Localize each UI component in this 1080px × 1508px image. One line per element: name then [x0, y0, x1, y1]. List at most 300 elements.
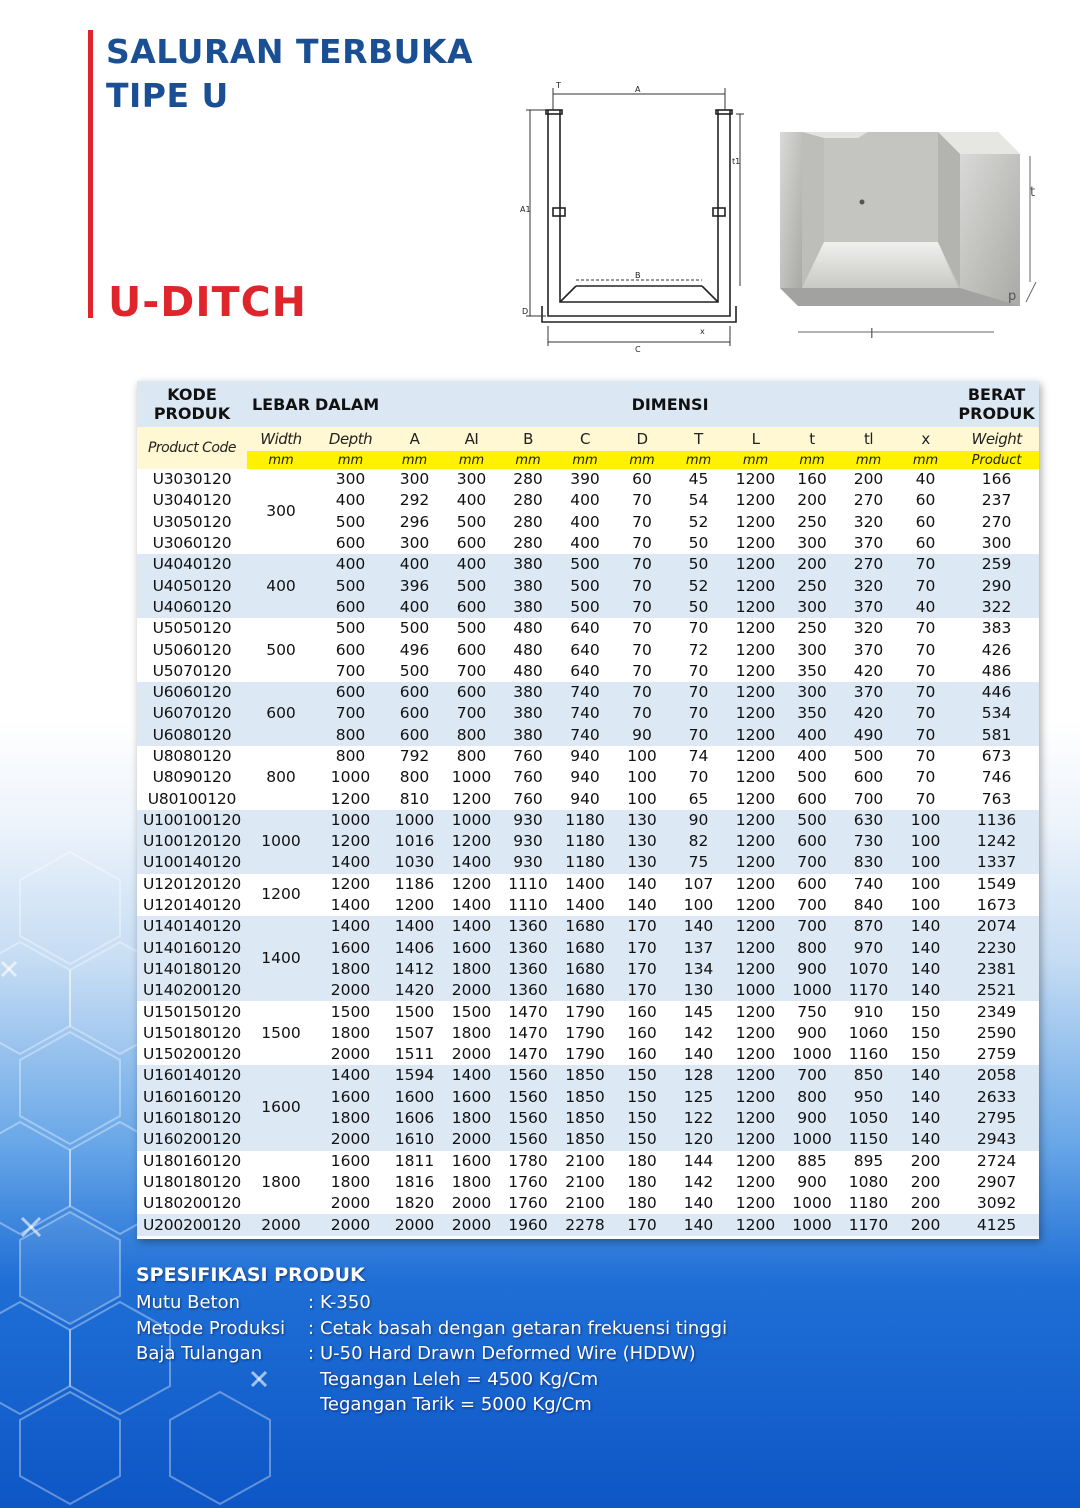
cell-dim-c: 390 — [556, 469, 614, 490]
spec-row-baja-tulangan — [136, 1343, 696, 1369]
cell-dim-b: 760 — [500, 767, 556, 788]
cell-dim-a: 800 — [386, 767, 443, 788]
cell-depth: 1600 — [315, 938, 386, 959]
cell-dim-t-upper: 65 — [670, 788, 727, 809]
cell-dim-a: 396 — [386, 575, 443, 596]
cell-dim-a: 792 — [386, 746, 443, 767]
cell-dim-t: 200 — [784, 490, 840, 511]
cell-weight: 763 — [954, 788, 1039, 809]
cell-dim-t-upper: 70 — [670, 767, 727, 788]
cell-dim-a: 1400 — [386, 916, 443, 937]
cell-dim-a1: 1800 — [443, 959, 500, 980]
cell-width: 1400 — [247, 916, 315, 1001]
table-row — [137, 874, 1039, 895]
cell-weight: 1136 — [954, 810, 1039, 831]
cell-dim-d: 180 — [614, 1151, 670, 1172]
cell-product-code: U6070120 — [137, 703, 247, 724]
cell-dim-t: 800 — [784, 938, 840, 959]
unit-tl: mm — [840, 451, 897, 469]
cell-dim-b: 1470 — [500, 1044, 556, 1065]
cell-dim-a1: 1200 — [443, 874, 500, 895]
cell-dim-x: 150 — [897, 1023, 954, 1044]
cell-dim-l: 1200 — [727, 597, 784, 618]
title-line-2: TIPE U — [106, 76, 229, 115]
cell-dim-t: 700 — [784, 916, 840, 937]
cell-dim-b: 380 — [500, 703, 556, 724]
cell-dim-tl: 320 — [840, 575, 897, 596]
cell-dim-t: 500 — [784, 810, 840, 831]
cell-dim-t-upper: 142 — [670, 1023, 727, 1044]
cell-dim-t-upper: 140 — [670, 1193, 727, 1214]
cell-dim-d: 100 — [614, 746, 670, 767]
cell-dim-b: 280 — [500, 512, 556, 533]
cell-dim-b: 280 — [500, 490, 556, 511]
cell-depth: 1400 — [315, 916, 386, 937]
cell-dim-c: 400 — [556, 490, 614, 511]
cell-dim-l: 1200 — [727, 788, 784, 809]
cell-dim-c: 740 — [556, 682, 614, 703]
cell-dim-a: 400 — [386, 554, 443, 575]
cell-depth: 800 — [315, 746, 386, 767]
cell-dim-t: 600 — [784, 788, 840, 809]
cell-dim-a1: 1000 — [443, 810, 500, 831]
cell-dim-b: 480 — [500, 639, 556, 660]
cell-weight: 2633 — [954, 1087, 1039, 1108]
table-row — [137, 810, 1039, 831]
cell-dim-t-upper: 50 — [670, 533, 727, 554]
cell-dim-b: 1560 — [500, 1087, 556, 1108]
cell-dim-t-upper: 107 — [670, 874, 727, 895]
cell-dim-l: 1000 — [727, 980, 784, 1001]
cell-dim-d: 70 — [614, 703, 670, 724]
cell-depth: 600 — [315, 682, 386, 703]
cell-dim-c: 1850 — [556, 1108, 614, 1129]
cell-dim-a1: 1000 — [443, 767, 500, 788]
cell-dim-c: 400 — [556, 533, 614, 554]
cell-depth: 2000 — [315, 1129, 386, 1150]
cell-dim-tl: 730 — [840, 831, 897, 852]
cell-product-code: U180200120 — [137, 1193, 247, 1214]
cell-dim-l: 1200 — [727, 1193, 784, 1214]
cell-dim-b: 1760 — [500, 1193, 556, 1214]
cell-depth: 400 — [315, 490, 386, 511]
cell-width: 1800 — [247, 1151, 315, 1215]
cell-dim-d: 150 — [614, 1087, 670, 1108]
cell-dim-t: 250 — [784, 618, 840, 639]
cell-dim-a1: 600 — [443, 639, 500, 660]
unit-depth: mm — [315, 451, 386, 469]
cell-dim-l: 1200 — [727, 746, 784, 767]
cell-dim-a1: 2000 — [443, 1193, 500, 1214]
cell-product-code: U160200120 — [137, 1129, 247, 1150]
cell-dim-x: 200 — [897, 1193, 954, 1214]
cell-dim-c: 500 — [556, 597, 614, 618]
cell-dim-x: 100 — [897, 895, 954, 916]
label-t: T — [556, 81, 561, 90]
cell-dim-a: 1030 — [386, 852, 443, 873]
cell-depth: 800 — [315, 725, 386, 746]
cell-dim-t-upper: 144 — [670, 1151, 727, 1172]
header-row-labels — [137, 427, 1039, 451]
cell-depth: 1000 — [315, 767, 386, 788]
cell-dim-t-upper: 54 — [670, 490, 727, 511]
cell-dim-d: 180 — [614, 1193, 670, 1214]
cell-dim-a1: 400 — [443, 554, 500, 575]
cell-depth: 1500 — [315, 1001, 386, 1022]
cell-dim-t-upper: 70 — [670, 682, 727, 703]
cell-dim-tl: 370 — [840, 682, 897, 703]
cell-dim-tl: 950 — [840, 1087, 897, 1108]
cell-dim-b: 380 — [500, 554, 556, 575]
cell-dim-a1: 2000 — [443, 1214, 500, 1235]
unit-b: mm — [500, 451, 556, 469]
cell-dim-tl: 600 — [840, 767, 897, 788]
spec-tegangan-tarik — [136, 1394, 592, 1420]
product-dimension-table — [137, 381, 1039, 1239]
cell-dim-c: 640 — [556, 661, 614, 682]
cell-dim-d: 150 — [614, 1108, 670, 1129]
spec-label: Baja Tulangan — [136, 1343, 263, 1364]
cell-dim-b: 1360 — [500, 980, 556, 1001]
header-berat-produk: BERAT PRODUK — [954, 381, 1039, 427]
cell-dim-t-upper: 82 — [670, 831, 727, 852]
cell-dim-l: 1200 — [727, 575, 784, 596]
cell-dim-c: 1680 — [556, 938, 614, 959]
cell-dim-x: 70 — [897, 767, 954, 788]
cell-dim-c: 940 — [556, 788, 614, 809]
cell-depth: 700 — [315, 703, 386, 724]
cell-depth: 1200 — [315, 874, 386, 895]
cell-dim-b: 1470 — [500, 1001, 556, 1022]
cell-dim-c: 1790 — [556, 1044, 614, 1065]
cell-dim-t: 1000 — [784, 980, 840, 1001]
table-row — [137, 469, 1039, 490]
unit-t-upper: mm — [670, 451, 727, 469]
cell-weight: 2058 — [954, 1065, 1039, 1086]
cell-dim-c: 500 — [556, 575, 614, 596]
cell-dim-c: 500 — [556, 554, 614, 575]
cell-dim-c: 2100 — [556, 1151, 614, 1172]
cell-dim-l: 1200 — [727, 938, 784, 959]
cell-dim-a1: 300 — [443, 469, 500, 490]
cell-dim-x: 70 — [897, 661, 954, 682]
cell-dim-x: 200 — [897, 1151, 954, 1172]
cell-dim-tl: 370 — [840, 533, 897, 554]
cell-depth: 600 — [315, 533, 386, 554]
cell-dim-a: 600 — [386, 703, 443, 724]
cell-dim-b: 1470 — [500, 1023, 556, 1044]
cell-dim-t: 350 — [784, 661, 840, 682]
cell-dim-b: 1110 — [500, 874, 556, 895]
cell-product-code: U3050120 — [137, 512, 247, 533]
cell-dim-d: 170 — [614, 938, 670, 959]
cell-dim-a: 300 — [386, 533, 443, 554]
cell-weight: 673 — [954, 746, 1039, 767]
cell-dim-a: 500 — [386, 618, 443, 639]
cell-dim-t: 200 — [784, 554, 840, 575]
cell-dim-l: 1200 — [727, 831, 784, 852]
cell-product-code: U6060120 — [137, 682, 247, 703]
header-depth: Depth — [315, 427, 386, 451]
cell-depth: 1200 — [315, 831, 386, 852]
cell-dim-c: 1790 — [556, 1001, 614, 1022]
cell-dim-tl: 895 — [840, 1151, 897, 1172]
cell-dim-b: 930 — [500, 852, 556, 873]
spec-table — [137, 381, 1039, 1236]
cell-width: 1600 — [247, 1065, 315, 1150]
header-width: Width — [247, 427, 315, 451]
cell-dim-tl: 320 — [840, 512, 897, 533]
cell-dim-t-upper: 72 — [670, 639, 727, 660]
table-row — [137, 618, 1039, 639]
cell-depth: 1400 — [315, 1065, 386, 1086]
cell-dim-l: 1200 — [727, 661, 784, 682]
cell-dim-c: 1680 — [556, 916, 614, 937]
header-lebar: LEBAR — [247, 381, 315, 427]
cell-dim-a1: 500 — [443, 618, 500, 639]
cell-weight: 2759 — [954, 1044, 1039, 1065]
cell-dim-d: 140 — [614, 874, 670, 895]
spec-colon: : — [308, 1317, 315, 1339]
cell-depth: 500 — [315, 512, 386, 533]
cell-dim-a1: 600 — [443, 533, 500, 554]
unit-d: mm — [614, 451, 670, 469]
cell-dim-t: 900 — [784, 959, 840, 980]
cell-dim-t-upper: 50 — [670, 597, 727, 618]
cell-dim-tl: 270 — [840, 554, 897, 575]
cell-product-code: U100120120 — [137, 831, 247, 852]
cell-dim-a: 300 — [386, 469, 443, 490]
table-body — [137, 469, 1039, 1236]
cell-dim-t-upper: 70 — [670, 618, 727, 639]
cell-dim-d: 70 — [614, 639, 670, 660]
cell-weight: 2907 — [954, 1172, 1039, 1193]
cell-weight: 3092 — [954, 1193, 1039, 1214]
cell-dim-t-upper: 75 — [670, 852, 727, 873]
cell-dim-c: 1680 — [556, 980, 614, 1001]
cell-depth: 2000 — [315, 1193, 386, 1214]
cell-dim-d: 60 — [614, 469, 670, 490]
cell-dim-c: 940 — [556, 746, 614, 767]
cell-width: 400 — [247, 554, 315, 618]
cell-dim-b: 380 — [500, 682, 556, 703]
cell-dim-a: 1820 — [386, 1193, 443, 1214]
cell-dim-b: 1360 — [500, 959, 556, 980]
cell-dim-tl: 490 — [840, 725, 897, 746]
cell-dim-l: 1200 — [727, 1087, 784, 1108]
cell-width: 500 — [247, 618, 315, 682]
unit-t: mm — [784, 451, 840, 469]
cell-depth: 2000 — [315, 1044, 386, 1065]
cell-weight: 322 — [954, 597, 1039, 618]
cell-product-code: U180160120 — [137, 1151, 247, 1172]
cell-dim-x: 60 — [897, 533, 954, 554]
spec-value: U-50 Hard Drawn Deformed Wire (HDDW) — [320, 1343, 696, 1364]
cell-dim-x: 70 — [897, 575, 954, 596]
cell-width: 1500 — [247, 1001, 315, 1065]
cell-dim-tl: 840 — [840, 895, 897, 916]
cell-dim-b: 280 — [500, 469, 556, 490]
cell-dim-t: 1000 — [784, 1193, 840, 1214]
cell-product-code: U160180120 — [137, 1108, 247, 1129]
cell-dim-t-upper: 70 — [670, 661, 727, 682]
cell-dim-t-upper: 130 — [670, 980, 727, 1001]
cell-weight: 486 — [954, 661, 1039, 682]
cell-dim-l: 1200 — [727, 810, 784, 831]
cell-dim-l: 1200 — [727, 1172, 784, 1193]
cell-dim-t-upper: 140 — [670, 1044, 727, 1065]
header-dim-a1: AI — [443, 427, 500, 451]
cell-depth: 1800 — [315, 1023, 386, 1044]
cell-dim-b: 1560 — [500, 1065, 556, 1086]
cell-dim-tl: 1080 — [840, 1172, 897, 1193]
cell-dim-a1: 2000 — [443, 1044, 500, 1065]
cell-dim-tl: 1050 — [840, 1108, 897, 1129]
cell-dim-x: 140 — [897, 1129, 954, 1150]
cell-weight: 2349 — [954, 1001, 1039, 1022]
cell-product-code: U200200120 — [137, 1214, 247, 1235]
cell-dim-a1: 1200 — [443, 831, 500, 852]
cell-product-code: U100100120 — [137, 810, 247, 831]
cell-dim-b: 760 — [500, 746, 556, 767]
cell-dim-l: 1200 — [727, 916, 784, 937]
cell-depth: 600 — [315, 597, 386, 618]
cell-dim-t: 300 — [784, 639, 840, 660]
cell-dim-a: 2000 — [386, 1214, 443, 1235]
cell-dim-a1: 1200 — [443, 788, 500, 809]
cell-dim-a1: 1800 — [443, 1023, 500, 1044]
cell-dim-c: 1400 — [556, 895, 614, 916]
cell-dim-t: 160 — [784, 469, 840, 490]
cell-weight: 581 — [954, 725, 1039, 746]
cell-depth: 400 — [315, 554, 386, 575]
cell-width: 1000 — [247, 810, 315, 874]
cell-dim-b: 1960 — [500, 1214, 556, 1235]
cell-product-code: U140200120 — [137, 980, 247, 1001]
cell-dim-x: 100 — [897, 852, 954, 873]
cell-dim-tl: 270 — [840, 490, 897, 511]
cell-dim-a: 1000 — [386, 810, 443, 831]
u-ditch-technical-drawing — [518, 80, 750, 358]
cell-dim-l: 1200 — [727, 959, 784, 980]
spec-tegangan-leleh — [136, 1368, 599, 1395]
cell-dim-a1: 800 — [443, 725, 500, 746]
cell-weight: 746 — [954, 767, 1039, 788]
label-b: B — [635, 271, 641, 280]
header-dim-t-upper: T — [670, 427, 727, 451]
cell-dim-b: 930 — [500, 831, 556, 852]
cell-dim-c: 1180 — [556, 852, 614, 873]
cell-dim-l: 1200 — [727, 682, 784, 703]
cell-product-code: U6080120 — [137, 725, 247, 746]
cell-dim-b: 1110 — [500, 895, 556, 916]
cell-dim-a1: 600 — [443, 597, 500, 618]
cell-depth: 500 — [315, 618, 386, 639]
cell-dim-a: 292 — [386, 490, 443, 511]
cell-product-code: U5060120 — [137, 639, 247, 660]
cell-dim-t-upper: 120 — [670, 1129, 727, 1150]
table-row — [137, 682, 1039, 703]
cell-depth: 1800 — [315, 1172, 386, 1193]
cell-dim-l: 1200 — [727, 639, 784, 660]
cell-dim-a: 1200 — [386, 895, 443, 916]
photo-label-p: p — [1008, 289, 1017, 304]
cell-dim-d: 170 — [614, 980, 670, 1001]
cell-dim-d: 70 — [614, 575, 670, 596]
cell-dim-a: 1606 — [386, 1108, 443, 1129]
cell-dim-a1: 500 — [443, 512, 500, 533]
header-dim-x: x — [897, 427, 954, 451]
cell-product-code: U3030120 — [137, 469, 247, 490]
cell-dim-c: 1180 — [556, 831, 614, 852]
cell-product-code: U80100120 — [137, 788, 247, 809]
cell-dim-tl: 1070 — [840, 959, 897, 980]
cell-dim-c: 1790 — [556, 1023, 614, 1044]
cell-dim-x: 70 — [897, 618, 954, 639]
cell-product-code: U5050120 — [137, 618, 247, 639]
cell-dim-l: 1200 — [727, 1065, 784, 1086]
cell-product-code: U4060120 — [137, 597, 247, 618]
cell-dim-b: 380 — [500, 597, 556, 618]
cell-dim-x: 140 — [897, 1108, 954, 1129]
spec-extra-text: Tegangan Tarik = 5000 Kg/Cm — [320, 1394, 592, 1415]
cell-dim-d: 70 — [614, 512, 670, 533]
cell-dim-b: 480 — [500, 618, 556, 639]
cell-width: 2000 — [247, 1214, 315, 1235]
cell-weight: 2230 — [954, 938, 1039, 959]
cell-dim-l: 1200 — [727, 512, 784, 533]
cell-dim-x: 150 — [897, 1001, 954, 1022]
cell-weight: 290 — [954, 575, 1039, 596]
cell-dim-a: 1816 — [386, 1172, 443, 1193]
label-d: D — [522, 307, 529, 316]
cell-dim-l: 1200 — [727, 1001, 784, 1022]
cell-dim-l: 1200 — [727, 533, 784, 554]
cell-dim-a: 810 — [386, 788, 443, 809]
cell-dim-d: 150 — [614, 1129, 670, 1150]
cell-dim-c: 1850 — [556, 1065, 614, 1086]
cell-dim-tl: 420 — [840, 703, 897, 724]
cell-dim-a: 1412 — [386, 959, 443, 980]
cell-dim-t-upper: 128 — [670, 1065, 727, 1086]
cell-dim-x: 40 — [897, 597, 954, 618]
cell-dim-c: 1400 — [556, 874, 614, 895]
cell-dim-a: 1594 — [386, 1065, 443, 1086]
cell-dim-x: 70 — [897, 746, 954, 767]
cell-dim-a: 1507 — [386, 1023, 443, 1044]
cell-weight: 2381 — [954, 959, 1039, 980]
cell-dim-t: 700 — [784, 1065, 840, 1086]
cell-dim-c: 400 — [556, 512, 614, 533]
cell-dim-l: 1200 — [727, 618, 784, 639]
cell-dim-x: 200 — [897, 1214, 954, 1235]
cell-dim-a1: 2000 — [443, 1129, 500, 1150]
unit-c: mm — [556, 451, 614, 469]
cell-dim-x: 140 — [897, 959, 954, 980]
cell-depth: 1600 — [315, 1151, 386, 1172]
cell-dim-t-upper: 50 — [670, 554, 727, 575]
cell-dim-b: 760 — [500, 788, 556, 809]
cell-dim-a: 600 — [386, 725, 443, 746]
cell-dim-x: 140 — [897, 938, 954, 959]
cell-dim-l: 1200 — [727, 1108, 784, 1129]
header-dim-l: L — [727, 427, 784, 451]
cell-dim-t: 300 — [784, 533, 840, 554]
cell-dim-t: 250 — [784, 512, 840, 533]
cell-dim-b: 1360 — [500, 916, 556, 937]
cell-dim-x: 60 — [897, 490, 954, 511]
table-row — [137, 916, 1039, 937]
